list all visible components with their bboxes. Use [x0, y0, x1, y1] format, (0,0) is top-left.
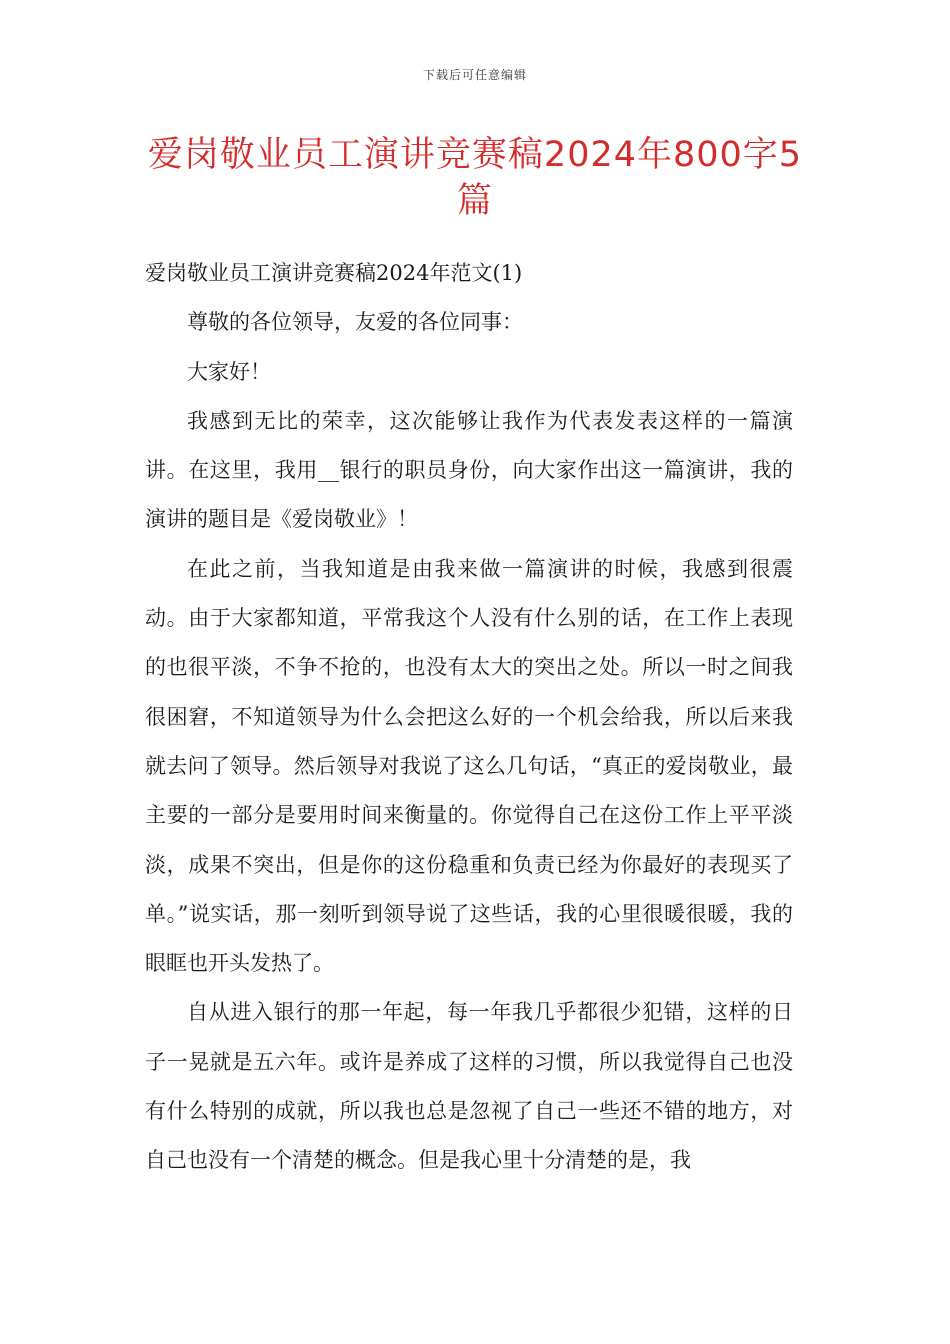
paragraph-intro: 我感到无比的荣幸，这次能够让我作为代表发表这样的一篇演讲。在这里，我用__银行的职员身份，向大家作出这一篇演讲，我的演讲的题目是《爱岗敬业》！	[145, 408, 793, 532]
paragraph-salutation: 大家好！	[187, 359, 271, 384]
paragraph-story: 在此之前，当我知道是由我来做一篇演讲的时候，我感到很震动。由于大家都知道，平常我这个人没有什么别的话，在工作上表现的也很平淡，不争不抢的，也没有太大的突出之处。所以一时之间我很困窘，不知道领导为什么会把这么好的一个机会给我，所以后来我就去问了领导。然后领导对我说了这么几句话，“真正的爱岗敬业，最主要的一部分是要用时间来衡量的。你觉得自己在这份工作上平平淡淡，成果不突出，但是你的这份稳重和负责已经为你最好的表现买了单。”说实话，那一刻听到领导说了这些话，我的心里很暖很暖，我的眼眶也开头发热了。	[145, 556, 793, 976]
section-subtitle: 爱岗敬业员工演讲竞赛稿2024年范文(1)	[145, 261, 523, 285]
document-title: 爱岗敬业员工演讲竞赛稿2024年800字5篇	[147, 135, 803, 221]
paragraph-greeting: 尊敬的各位领导，友爱的各位同事：	[187, 310, 523, 335]
header-note: 下载后可任意编辑	[422, 68, 527, 82]
paragraph-reflection: 自从进入银行的那一年起，每一年我几乎都很少犯错，这样的日子一晃就是五六年。或许是养成了这样的习惯，所以我觉得自己也没有什么特别的成就，所以我也总是忽视了自己一些还不错的地方，对自己也没有一个清楚的概念。但是我心里十分清楚的是，我	[145, 1000, 793, 1173]
document-body	[145, 249, 793, 1186]
